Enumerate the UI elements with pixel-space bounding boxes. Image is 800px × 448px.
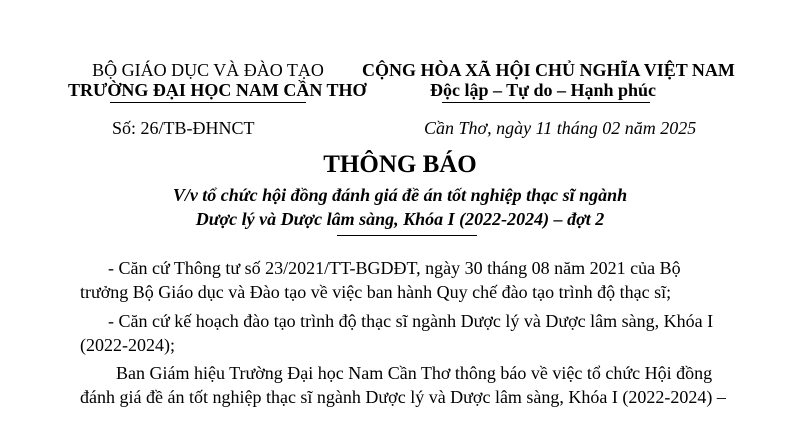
announcement-line-1: Ban Giám hiệu Trường Đại học Nam Cần Thơ thông báo về việc tổ chức Hội đồng	[116, 363, 713, 383]
place-and-date: Cần Thơ, ngày 11 tháng 02 năm 2025	[424, 118, 697, 138]
subject-line-1: V/v tổ chức hội đồng đánh giá đề án tốt nghiệp thạc sĩ ngành	[172, 185, 628, 205]
ministry-name: BỘ GIÁO DỤC VÀ ĐÀO TẠO	[92, 60, 324, 80]
document-number: Số: 26/TB-ĐHNCT	[112, 118, 255, 138]
national-motto: Độc lập – Tự do – Hạnh phúc	[429, 80, 657, 100]
basis-2-line-1: - Căn cứ kế hoạch đào tạo trình độ thạc sĩ ngành Dược lý và Dược lâm sàng, Khóa I	[108, 311, 714, 331]
school-name: TRƯỜNG ĐẠI HỌC NAM CẦN THƠ	[68, 80, 367, 100]
motto-underline	[442, 102, 650, 103]
subject-line-2: Dược lý và Dược lâm sàng, Khóa I (2022-2024) – đợt 2	[195, 209, 605, 229]
basis-2-line-2: (2022-2024);	[80, 335, 175, 355]
subject-underline	[337, 235, 477, 236]
basis-1-line-2: trưởng Bộ Giáo dục và Đào tạo về việc ban hành Quy chế đào tạo trình độ thạc sĩ;	[80, 282, 672, 302]
basis-1-line-1: - Căn cứ Thông tư số 23/2021/TT-BGDĐT, ngày 30 tháng 08 năm 2021 của Bộ	[108, 258, 681, 278]
school-underline	[110, 102, 306, 103]
document-title: THÔNG BÁO	[323, 151, 477, 178]
announcement-line-2: đánh giá đề án tốt nghiệp thạc sĩ ngành Dược lý và Dược lâm sàng, Khóa I (2022-2024) –	[80, 387, 726, 407]
country-name: CỘNG HÒA XÃ HỘI CHỦ NGHĨA VIỆT NAM	[362, 60, 735, 80]
